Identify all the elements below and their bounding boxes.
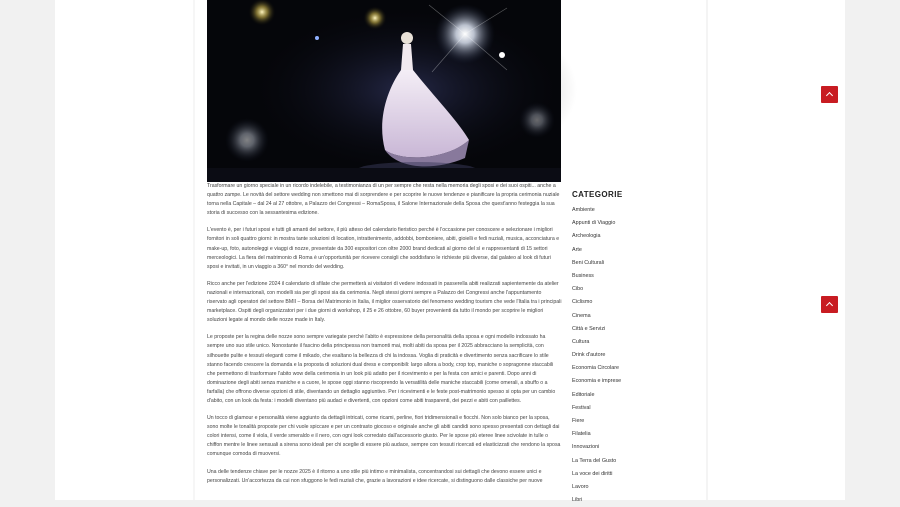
scroll-top-button[interactable] xyxy=(821,86,838,103)
category-link[interactable]: La voce dei diritti xyxy=(572,470,613,477)
article-paragraph: Ricco anche per l'edizione 2024 il calendario di sfilate che permetterà ai visitatori di vedere indossati in passerella abiti realizzati sapientemente da atelier nazionali e internazionali, con modelli sia per gli sposi sia da cerimonia. Negli stessi giorni sempre a Palazzo dei Congressi anche l'appuntamento riservato agli operatori del settore BMII – Borsa del Matrimonio in Italia, il miglior osservatorio del fenomeno wedding tourism che vede l'Italia tra i principali marketplace. Ospiti degli organizzatori per i due giorni di workshop, il 25 e 26 ottobre, 60 buyer provenienti da tutto il mondo per scoprire le migliori soluzioni legate al mondo delle nozze made in Italy. xyxy=(207,280,562,324)
left-divider xyxy=(193,0,195,500)
category-link[interactable]: Lavoro xyxy=(572,483,589,490)
category-link[interactable]: Economia Circolare xyxy=(572,365,620,372)
article-paragraph: Le proposte per la regina delle nozze sono sempre variegate perché l'abito è espressione della personalità della sposa e ogni modello indossato ha sempre uno suo stile unico. Nonostante il fascino della principessa non tramonti mai, molti abiti da sposa per il 2025 abbracciano la semplicità, con silhouette pulite e tessuti eleganti come il mikado, che esaltano la bellezza di chi la indossa. Voglia di praticità e divertimento senza sacrificare lo stile stanno facendo crescere la domanda e la proposta di soluzioni dual dress e componibili: largo allora a body, crop top, maniche o sopragonne staccabili che permettono di trasformare l'abito wow della cerimonia in un look più adatto per il ricevimento e per la festa con amici e parenti. Dopo anni di dominazione degli abiti senza maniche e a cuore, le spose oggi stanno riscoprendo la versatilità delle maniche staccabili (come omerali, a sbuffo o a farfalla) che offrono diverse opzioni di stile, diventando un dettaglio aggiuntivo. Per i ricevimenti e le feste post-matrimonio spesso si opta per un cambio d'abito, con un look da festa: i modelli diventano più audaci e divertenti, con opzioni come abiti trasparenti, dei pezzi e abiti con paillettes. xyxy=(207,334,556,404)
category-link[interactable]: La Terra del Gusto xyxy=(572,457,617,464)
categories-list xyxy=(572,204,702,507)
category-link[interactable]: Fiere xyxy=(572,418,585,424)
category-link[interactable]: Cinema xyxy=(572,312,591,319)
category-link[interactable]: Business xyxy=(572,272,594,279)
category-link[interactable]: Cibo xyxy=(572,286,584,293)
chevron-up-icon xyxy=(826,92,833,99)
category-link[interactable]: Economia e imprese xyxy=(572,378,622,385)
category-link[interactable]: Festival xyxy=(572,404,591,411)
article-paragraph: L'evento è, per i futuri sposi e tutti gli amanti del settore, il più atteso del calendario fieristico perché è l'occasione per conoscere e selezionare i migliori fornitori in soli quattro giorni: in mostra tante soluzioni di location, intrattenimento, addobbi, bomboniere, abiti, gioielli e fedi nuziali, musica, acconciatura e make-up, foto, autonoleggi e viaggi di nozze, presentate da 300 espositori con oltre 2000 brand dedicati al giorno del sì e rappresentanti di 15 settori merceologici. La fiera del matrimonio di Roma è un'opportunità per ricevere consigli che soddisfano le richieste più diverse, dal galateo al look di futuri sposi e invitati, in un viaggio a 360° nel mondo del wedding. xyxy=(207,227,560,270)
category-link[interactable]: Beni Culturali xyxy=(572,259,605,266)
category-link[interactable]: Drink d'autore xyxy=(572,352,606,359)
category-link[interactable]: Arte xyxy=(572,246,582,253)
article-body xyxy=(207,182,562,494)
article-paragraph: Trasformare un giorno speciale in un ricordo indelebile, a testimonianza di un per sempre che resta nella memoria degli sposi e dei suoi ospiti... anche a quattro zampe. Le novità del settore wedding non smettono mai di sorprendere e per scoprire le nuove tendenze e pianificare la propria cerimonia nuziale torna nella Capitale – dal 24 al 27 ottobre, a Palazzo dei Congressi – RomaSposa, il Salone Internazionale della Sposa che quest'anno festeggia la sua storia di successo con la sessantesima edizione. xyxy=(207,183,560,217)
scroll-top-button[interactable] xyxy=(821,296,838,313)
category-link[interactable]: Archeologia xyxy=(572,233,601,240)
hero-image xyxy=(207,0,561,182)
category-link[interactable]: Città e Servizi xyxy=(572,325,606,332)
category-link[interactable]: Ambiente xyxy=(572,207,595,213)
category-link[interactable]: Ciclismo xyxy=(572,299,593,306)
chevron-up-icon xyxy=(826,302,833,309)
category-link[interactable]: Innovazioni xyxy=(572,444,600,451)
category-link[interactable]: Libri xyxy=(572,497,583,504)
category-link[interactable]: Filatelia xyxy=(572,431,591,438)
bride-runway-photo xyxy=(207,0,561,182)
categories-title: CATEGORIE xyxy=(572,190,623,199)
article-paragraph: Un tocco di glamour e personalità viene aggiunto da dettagli intricati, come ricami, perline, fiori tridimensionali e fiocchi. Non solo bianco per la sposa, sono molte le tonalità proposte per chi vuole spiccare e per un contrasto giocoso e originale anche gli abiti candidi sono spesso presentati con dettagli dai colori intensi, come il viola, il verde smeraldo e il nero, con ogni look corredato dall'accessorio giusto. Per le spose più eteree linee scivolate in tulle o chiffon mentre le linee sensuali a sirena sono ideali per chi sceglie di essere più audace, sempre con tessuti ricercati ed elasticizzati che rendono la sposa comunque comoda di muoversi. xyxy=(207,415,561,458)
category-link[interactable]: Editoriale xyxy=(572,391,595,398)
article-paragraph: Una delle tendenze chiave per le nozze 2025 è il ritorno a uno stile più intimo e minimalista, concentrandosi sui dettagli che devono essere unici e personalizzati. Un'accortezza da cui non sfuggono le fedi nuziali che, grazie a lavorazioni e idee ricercate, si distinguono dalle classiche per nuove xyxy=(207,468,543,484)
category-link[interactable]: Appunti di Viaggio xyxy=(572,220,616,227)
categories-widget xyxy=(572,190,702,507)
category-link[interactable]: Cultura xyxy=(572,338,590,345)
right-divider xyxy=(706,0,708,500)
